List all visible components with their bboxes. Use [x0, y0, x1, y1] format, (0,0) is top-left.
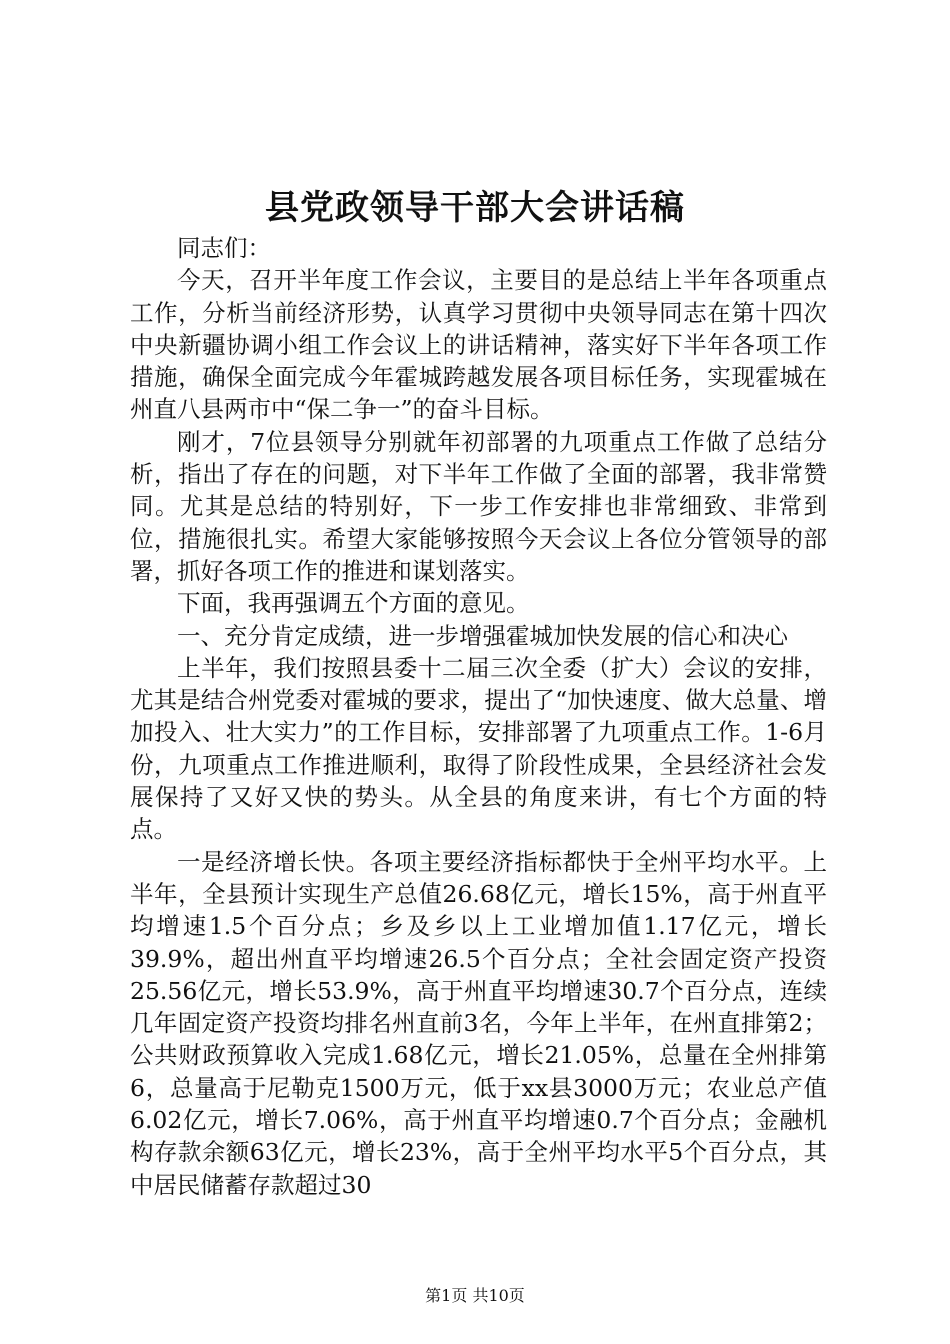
page-number-footer: 第1页 共10页 [425, 1286, 525, 1305]
body-paragraph: 一是经济增长快。各项主要经济指标都快于全州平均水平。上半年，全县预计实现生产总值26.68亿元，增长15%，高于州直平均增速1.5个百分点；乡及乡以上工业增加值1.17亿元，增长39.9%，超出州直平均增速26.5个百分点；全社会固定资产投资25.56亿元，增长53.9%，高于州直平均增速30.7个百分点，连续几年固定资产投资均排名州直前3名，今年上半年，在州直排第2；公共财政预算收入完成1.68亿元，增长21.05%，总量在全州排第6，总量高于尼勒克1500万元，低于xx县3000万元；农业总产值6.02亿元，增长7.06%，高于州直平均增速0.7个百分点；金融机构存款余额63亿元，增长23%，高于全州平均水平5个百分点，其中居民储蓄存款超过30 [130, 847, 827, 1199]
body-paragraph: 下面，我再强调五个方面的意见。 [177, 589, 530, 618]
salutation-paragraph: 同志们： [177, 234, 271, 262]
body-paragraph: 今天，召开半年度工作会议，主要目的是总结上半年各项重点工作，分析当前经济形势，认真学习贯彻中央领导同志在第十四次中央新疆协调小组工作会议上的讲话精神，落实好下半年各项工作措施，确保全面完成今年霍城跨越发展各项目标任务，实现霍城在州直八县两市中“保二争一”的奋斗目标。 [130, 266, 827, 424]
body-paragraph: 上半年，我们按照县委十二届三次全委（扩大）会议的安排，尤其是结合州党委对霍城的要求，提出了“加快速度、做大总量、增加投入、壮大实力”的工作目标，安排部署了九项重点工作。1-6月份，九项重点工作推进顺利，取得了阶段性成果，全县经济社会发展保持了又好又快的势头。从全县的角度来讲，有七个方面的特点。 [130, 653, 827, 844]
body-paragraph: 刚才，7位县领导分别就年初部署的九项重点工作做了总结分析，指出了存在的问题，对下半年工作做了全面的部署，我非常赞同。尤其是总结的特别好，下一步工作安排也非常细致、非常到位，措施很扎实。希望大家能够按照今天会议上各位分管领导的部署，抓好各项工作的推进和谋划落实。 [130, 427, 827, 585]
document-body [130, 232, 827, 1201]
section-heading: 一、充分肯定成绩，进一步增强霍城加快发展的信心和决心 [177, 621, 788, 650]
document-title: 县党政领导干部大会讲话稿 [265, 188, 685, 228]
